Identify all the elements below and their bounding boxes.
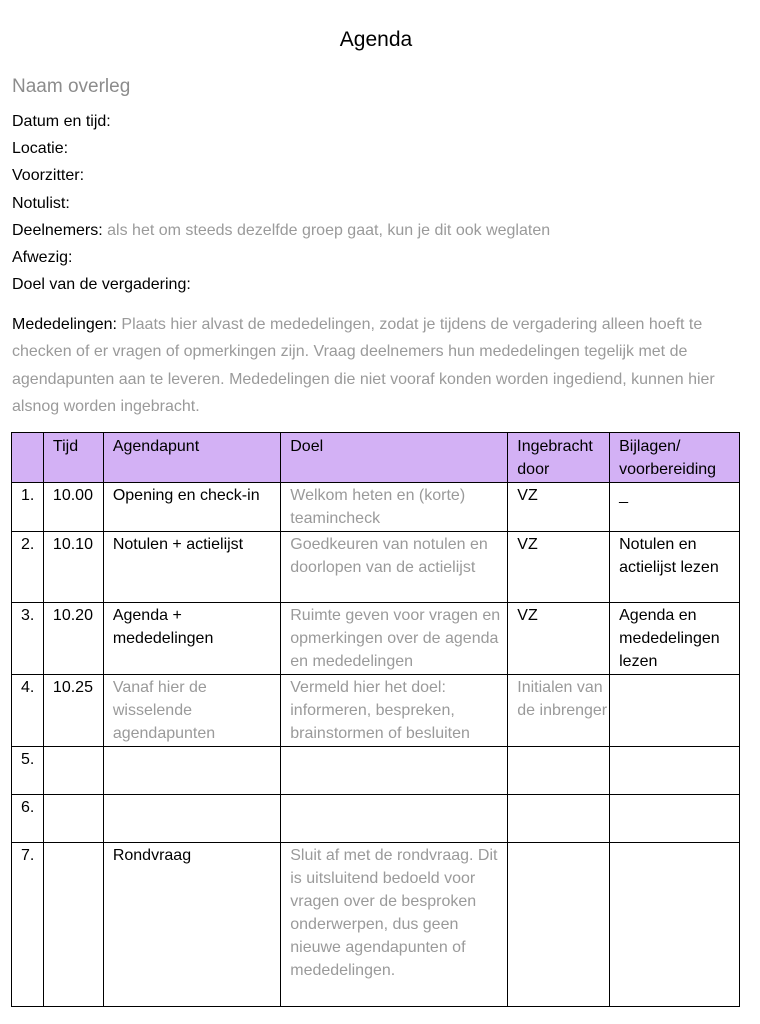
row-time xyxy=(43,795,103,843)
row-time: 10.00 xyxy=(43,483,103,532)
participants-label: Deelnemers: xyxy=(12,221,103,239)
row-by xyxy=(508,747,610,795)
row-num: 4. xyxy=(12,675,44,747)
row-attachments xyxy=(610,675,740,747)
row-time xyxy=(43,747,103,795)
row-num: 1. xyxy=(12,483,44,532)
table-row xyxy=(12,483,740,532)
table-row xyxy=(12,747,740,795)
announcements-text: Plaats hier alvast de mededelingen, zodat je tijdens de vergadering alleen hoeft te checken of er vragen of opmerkingen zijn. Vraag deelnemers hun mededelingen tegelijk met de agendapunten aan te leveren. Mededelingen die niet vooraf konden worden ingediend, kunnen hier alsnog worden ingebracht. xyxy=(12,316,715,416)
field-participants xyxy=(12,217,550,244)
row-attachments: Notulen en actielijst lezen xyxy=(610,532,740,603)
row-goal xyxy=(281,747,508,795)
row-attachments xyxy=(610,843,740,1007)
table-row xyxy=(12,795,740,843)
row-item: Vanaf hier de wisselende agendapunten xyxy=(103,675,280,747)
row-goal xyxy=(281,795,508,843)
row-num: 2. xyxy=(12,532,44,603)
row-num: 3. xyxy=(12,603,44,675)
row-attachments xyxy=(610,795,740,843)
row-time xyxy=(43,843,103,1007)
table-row xyxy=(12,675,740,747)
header-by: Ingebracht door xyxy=(508,433,610,483)
row-item: Opening en check-in xyxy=(103,483,280,532)
table-header-row xyxy=(12,433,740,483)
row-item xyxy=(103,747,280,795)
row-by: VZ xyxy=(508,603,610,675)
meeting-name: Naam overleg xyxy=(12,76,131,97)
row-time: 10.10 xyxy=(43,532,103,603)
header-item: Agendapunt xyxy=(103,433,280,483)
row-goal: Goedkeuren van notulen en doorlopen van de actielijst xyxy=(281,532,508,603)
row-item: Notulen + actielijst xyxy=(103,532,280,603)
row-attachments: _ xyxy=(610,483,740,532)
meeting-fields xyxy=(12,108,550,298)
row-attachments: Agenda en mededelingen lezen xyxy=(610,603,740,675)
document-title: Agenda xyxy=(339,28,413,51)
table-row xyxy=(12,603,740,675)
header-goal: Doel xyxy=(281,433,508,483)
row-num: 5. xyxy=(12,747,44,795)
field-minutes-taker: Notulist: xyxy=(12,194,70,212)
row-goal: Vermeld hier het doel: informeren, bespreken, brainstormen of besluiten xyxy=(281,675,508,747)
header-num xyxy=(12,433,44,483)
announcements xyxy=(12,311,737,421)
table-row xyxy=(12,843,740,1007)
row-by xyxy=(508,843,610,1007)
row-time: 10.25 xyxy=(43,675,103,747)
row-by: Initialen van de inbrenger xyxy=(508,675,610,747)
row-time: 10.20 xyxy=(43,603,103,675)
row-by xyxy=(508,795,610,843)
row-goal: Ruimte geven voor vragen en opmerkingen over de agenda en mededelingen xyxy=(281,603,508,675)
participants-hint: als het om steeds dezelfde groep gaat, kun je dit ook weglaten xyxy=(107,221,551,239)
row-num: 6. xyxy=(12,795,44,843)
row-item: Agenda + mededelingen xyxy=(103,603,280,675)
row-by: VZ xyxy=(508,532,610,603)
announcements-label: Mededelingen: xyxy=(12,316,117,333)
row-by: VZ xyxy=(508,483,610,532)
field-location: Locatie: xyxy=(12,140,69,158)
row-goal: Sluit af met de rondvraag. Dit is uitsluitend bedoeld voor vragen over de besproken onderwerpen, dus geen nieuwe agendapunten of mededelingen. xyxy=(281,843,508,1007)
row-goal: Welkom heten en (korte) teamincheck xyxy=(281,483,508,532)
row-item xyxy=(103,795,280,843)
field-datetime: Datum en tijd: xyxy=(12,113,111,130)
field-absent: Afwezig: xyxy=(12,249,73,267)
field-goal: Doel van de vergadering: xyxy=(12,276,191,294)
header-attachments: Bijlagen/ voorbereiding xyxy=(610,433,740,483)
field-chair: Voorzitter: xyxy=(12,167,85,185)
agenda-table xyxy=(11,432,740,1007)
row-attachments xyxy=(610,747,740,795)
header-time: Tijd xyxy=(43,433,103,483)
row-num: 7. xyxy=(12,843,44,1007)
table-row xyxy=(12,532,740,603)
row-item: Rondvraag xyxy=(103,843,280,1007)
